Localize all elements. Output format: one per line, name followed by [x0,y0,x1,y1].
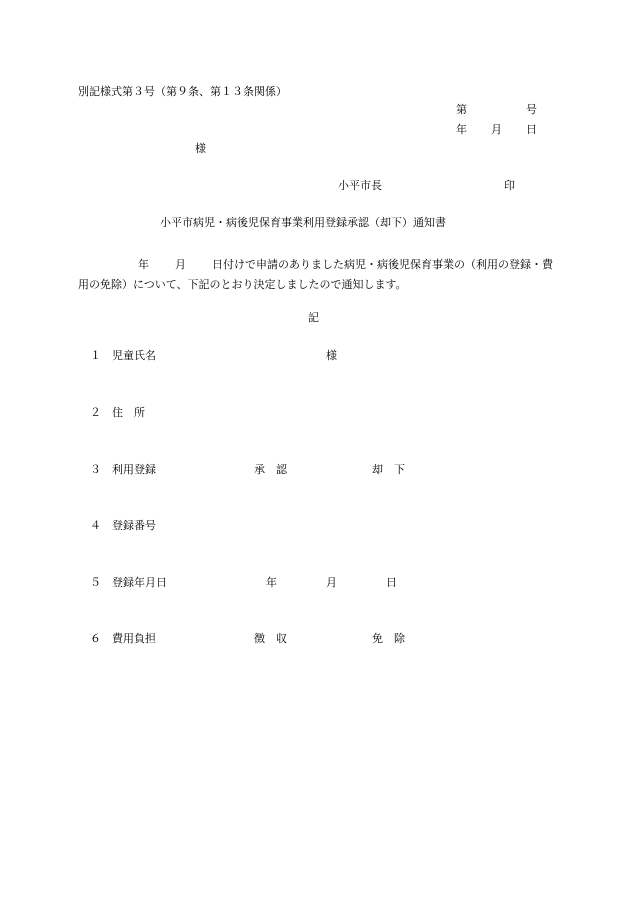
item-1-honorific: 様 [326,349,337,362]
ki-heading: 記 [308,311,319,324]
body-text: 日付けで申請のありました病児・病後児保育事業の（利用の登録・費用の免除）について、下記のとおり決定しましたので通知します。 [78,258,553,291]
document-title: 小平市病児・病後児保育事業利用登録承認（却下）通知書 [160,216,446,229]
item-5-number: ５ [90,576,101,589]
issue-date-month: 月 [491,123,502,136]
issuer-seal: 印 [504,179,515,192]
addressee-honorific: 様 [195,142,206,155]
item-4-label: 登録番号 [112,519,156,532]
item-6-label: 費用負担 [112,632,156,645]
body-month: 月 [175,258,186,271]
doc-number-prefix: 第 [456,103,467,116]
item-5-month: 月 [326,576,337,589]
item-4-number: ４ [90,519,101,532]
item-5-year: 年 [266,576,277,589]
issue-date-day: 日 [526,123,537,136]
item-2-label: 住 所 [112,406,145,419]
item-6-number: ６ [90,632,101,645]
item-3-option-reject: 却 下 [372,463,405,476]
item-1-label: 児童氏名 [112,349,156,362]
item-3-number: ３ [90,463,101,476]
issuer-title: 小平市長 [338,179,382,192]
notice-paragraph [78,255,553,295]
item-3-option-approve: 承 認 [254,463,287,476]
item-5-day: 日 [386,576,397,589]
item-5-label: 登録年月日 [112,576,167,589]
item-6-option-collect: 徴 収 [254,632,287,645]
doc-number-suffix: 号 [526,103,537,116]
item-2-number: ２ [90,406,101,419]
form-reference: 別記様式第３号（第９条、第１３条関係） [78,85,287,98]
item-3-label: 利用登録 [112,463,156,476]
item-6-option-exempt: 免 除 [372,632,405,645]
issue-date-year: 年 [456,123,467,136]
item-1-number: １ [90,349,101,362]
body-year: 年 [138,258,149,271]
